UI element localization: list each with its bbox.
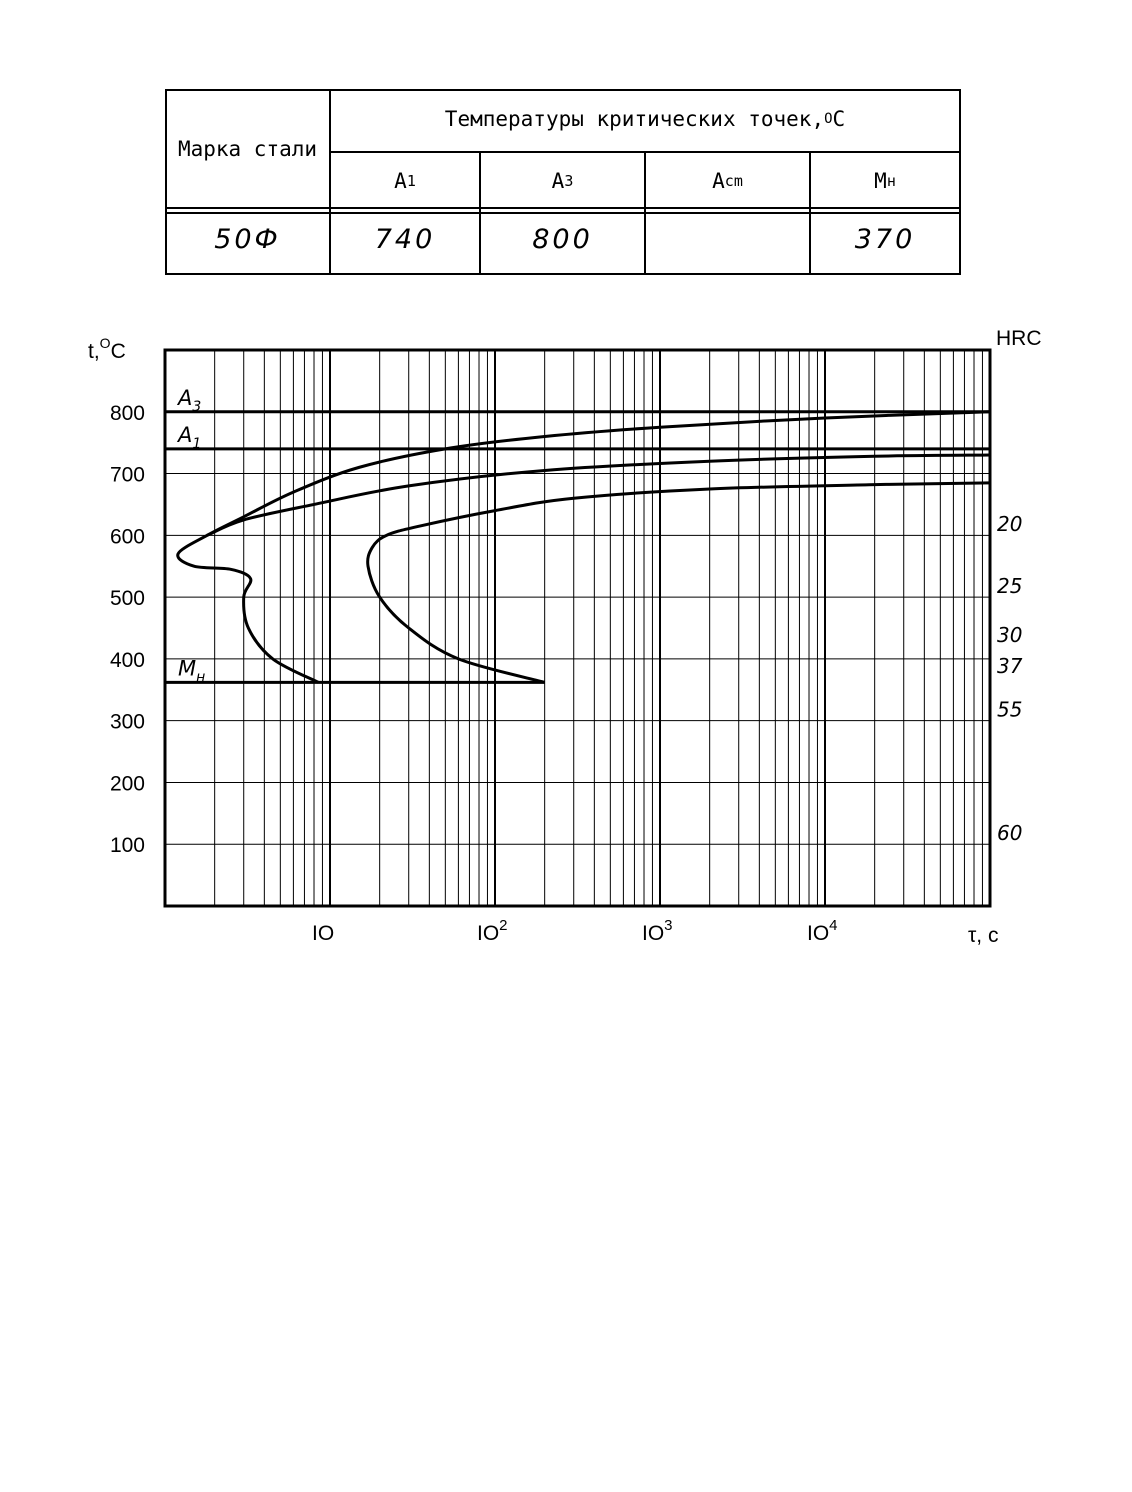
y-tick-label: 100	[109, 834, 145, 858]
critical-line-label-base: A	[178, 422, 193, 447]
y-tick-label: 500	[109, 587, 145, 611]
y-tick-label: 300	[109, 710, 145, 734]
col-a1-header	[330, 153, 480, 209]
col-a3-header	[480, 153, 645, 209]
mn-cell: 370	[854, 224, 916, 255]
col-mn-header	[810, 153, 960, 209]
y-axis-title-text: t,	[88, 340, 100, 363]
hrc-label: 37	[997, 654, 1023, 679]
y-tick-labels	[110, 402, 145, 857]
x-tick-exponent: 3	[664, 917, 673, 934]
y-tick-label: 600	[109, 525, 145, 549]
x-tick-base: IO	[807, 922, 830, 945]
col-mn-sub: н	[886, 172, 896, 190]
hrc-axis-title: HRC	[996, 327, 1042, 350]
x-tick-label	[477, 917, 508, 945]
x-tick-base: IO	[477, 922, 500, 945]
y-tick-label: 200	[109, 772, 145, 796]
critical-line-label-sub: 1	[192, 435, 202, 452]
col-acm-sub: cm	[724, 172, 743, 190]
temperatures-header-text: Температуры критических точек,	[444, 107, 825, 131]
critical-line-label-sub: 3	[192, 398, 202, 415]
x-tick-exponent: 4	[829, 917, 838, 934]
col-a3-sub: 3	[564, 172, 574, 190]
critical-line-label-base: A	[178, 385, 193, 410]
hrc-label: 30	[997, 623, 1023, 648]
acm-cell	[645, 214, 810, 266]
x-axis-title: τ, c	[968, 924, 999, 947]
transformation-curves	[178, 412, 990, 686]
hrc-label: 60	[997, 820, 1023, 845]
col-a1-sub: 1	[406, 172, 416, 190]
grade-header: Марка стали	[177, 137, 318, 161]
x-tick-label	[312, 922, 334, 945]
y-axis-title	[88, 335, 126, 363]
grade-cell: 50Ф	[214, 224, 281, 255]
x-tick-exponent: 2	[499, 917, 508, 934]
ttt-diagram	[0, 300, 1132, 980]
col-acm-header	[645, 153, 810, 209]
temperatures-unit: C	[832, 107, 846, 131]
col-a3-base: A	[551, 169, 565, 193]
x-tick-label	[642, 917, 673, 945]
critical-line-label-base: M	[178, 656, 197, 681]
temperatures-header	[330, 89, 960, 149]
col-acm-base: A	[712, 169, 725, 193]
critical-line-label-sub: н	[196, 669, 206, 686]
col-mn-base: M	[874, 169, 887, 193]
x-tick-base: IO	[642, 922, 665, 945]
y-axis-unit: C	[110, 340, 126, 363]
y-tick-label: 800	[109, 401, 145, 425]
transformation-curve	[178, 412, 990, 686]
transformation-curve	[368, 483, 990, 683]
col-a1-base: A	[394, 169, 407, 193]
y-axis-degree: O	[99, 335, 111, 351]
critical-points-table	[165, 89, 961, 275]
y-tick-label: 700	[109, 463, 145, 487]
x-tick-label	[807, 917, 838, 945]
y-tick-label: 400	[109, 648, 145, 672]
x-tick-labels	[312, 917, 838, 945]
x-tick-base: IO	[312, 922, 335, 945]
hrc-label: 20	[997, 511, 1023, 536]
hrc-label: 25	[997, 573, 1023, 598]
a1-cell: 740	[374, 224, 436, 255]
hrc-label: 55	[997, 697, 1023, 722]
hrc-labels	[997, 512, 1023, 845]
critical-lines	[165, 412, 990, 686]
a3-cell: 800	[532, 224, 593, 255]
degree-sup: O	[824, 111, 833, 127]
